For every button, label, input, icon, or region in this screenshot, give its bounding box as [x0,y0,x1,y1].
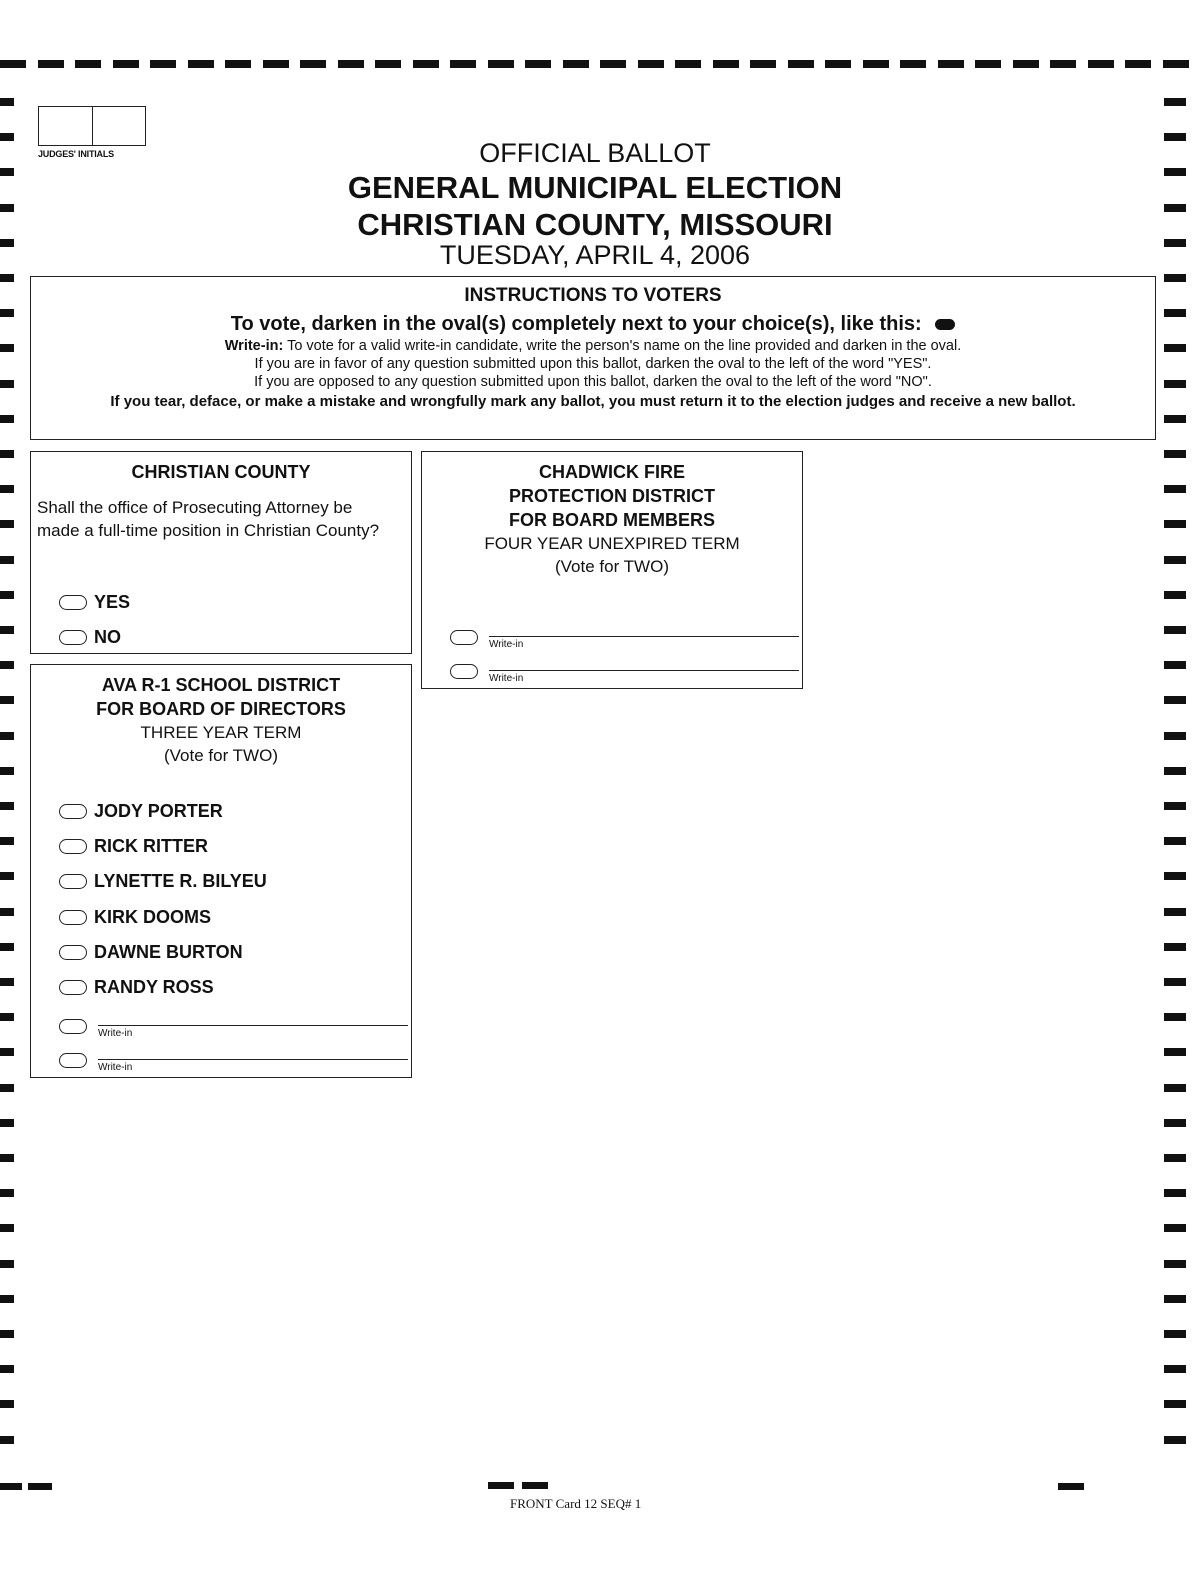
footer-timing-mark [1058,1483,1084,1490]
timing-mark [1088,60,1114,68]
timing-mark [1164,732,1186,740]
christian-county-title: CHRISTIAN COUNTY [131,462,311,482]
timing-mark [1163,60,1189,68]
instructions-box [30,276,1156,440]
timing-mark [0,696,14,704]
timing-mark [0,380,14,388]
instructions-title: INSTRUCTIONS TO VOTERS [464,285,722,306]
candidate-name: RANDY ROSS [94,977,214,997]
prosecuting-attorney-question [31,496,411,542]
timing-mark [0,908,14,916]
card-sequence-label: FRONT Card 12 SEQ# 1 [510,1496,642,1511]
timing-mark [300,60,326,68]
choice-label: YES [94,592,131,612]
timing-mark [1164,520,1186,528]
instructions-tear: If you tear, deface, or make a mistake and wrongfully mark any ballot, you must return it to the election judges and receive a new ballot. [110,393,1076,410]
timing-mark [1164,1365,1186,1373]
timing-mark [0,556,14,564]
candidate-lynette-bilyeu[interactable] [59,871,267,892]
timing-mark [113,60,139,68]
timing-mark [1164,767,1186,775]
writein-slot-1[interactable] [450,630,799,650]
timing-mark [1013,60,1039,68]
ava-title-1: AVA R-1 SCHOOL DISTRICT [101,675,341,695]
timing-mark [0,344,14,352]
chadwick-title-3: FOR BOARD MEMBERS [509,510,715,530]
timing-mark [1164,1189,1186,1197]
timing-mark [0,1119,14,1127]
instructions-main [31,313,1155,336]
timing-mark [1164,978,1186,986]
candidate-rick-ritter[interactable] [59,836,208,857]
timing-mark [0,1084,14,1092]
timing-mark [1164,133,1186,141]
timing-mark [0,626,14,634]
footer-timing-mark [522,1482,548,1489]
writein-line[interactable] [489,670,799,689]
timing-mark [0,485,14,493]
chadwick-title-2: PROTECTION DISTRICT [509,486,715,506]
timing-mark [0,1365,14,1373]
timing-mark [0,591,14,599]
timing-mark [1164,1224,1186,1232]
judges-initials [38,106,146,159]
oval-icon[interactable] [59,595,87,610]
timing-mark [1164,626,1186,634]
timing-mark [1164,1048,1186,1056]
timing-mark [450,60,476,68]
timing-mark [0,1154,14,1162]
timing-mark [1164,1260,1186,1268]
timing-mark [0,450,14,458]
chadwick-fire-contest [421,451,803,689]
oval-icon[interactable] [59,630,87,645]
timing-mark [0,837,14,845]
timing-mark [0,309,14,317]
writein-label: Write-in [98,1062,133,1073]
timing-mark [1164,168,1186,176]
timing-mark [0,872,14,880]
timing-mark [1164,908,1186,916]
writein-slot-2[interactable] [59,1053,408,1073]
timing-mark [75,60,101,68]
timing-mark [600,60,626,68]
timing-mark [1164,1013,1186,1021]
timing-mark [1164,1084,1186,1092]
timing-mark [0,98,14,106]
timing-mark [0,732,14,740]
election-name: GENERAL MUNICIPAL ELECTION [347,170,843,205]
timing-mark [225,60,251,68]
oval-icon[interactable] [59,874,87,889]
writein-line[interactable] [98,1025,408,1044]
timing-mark [0,943,14,951]
judges-initials-boxes [38,106,146,146]
timing-mark [0,60,26,68]
timing-mark [563,60,589,68]
chadwick-vote-for: (Vote for TWO) [555,557,669,576]
timing-mark [338,60,364,68]
timing-mark [38,60,64,68]
writein-label: Write-in: [224,338,284,354]
top-timing-marks [0,60,1200,69]
writein-line[interactable] [489,636,799,655]
oval-icon[interactable] [59,1019,87,1034]
timing-mark [0,274,14,282]
oval-icon[interactable] [450,630,478,645]
timing-mark [863,60,889,68]
timing-mark [150,60,176,68]
choice-yes[interactable] [59,592,130,613]
instructions-writein [31,338,1155,354]
timing-mark [900,60,926,68]
timing-mark [1164,380,1186,388]
timing-mark [1164,837,1186,845]
footer-timing-mark [0,1483,22,1490]
timing-mark [1164,1154,1186,1162]
oval-icon[interactable] [59,945,87,960]
timing-mark [0,1189,14,1197]
candidate-name: LYNETTE R. BILYEU [94,871,267,891]
instructions-no: If you are opposed to any question submitted upon this ballot, darken the oval to the left of the word "NO". [254,374,932,390]
timing-mark [1164,661,1186,669]
timing-mark [0,802,14,810]
timing-mark [713,60,739,68]
candidate-jody-porter[interactable] [59,801,223,822]
timing-mark [1050,60,1076,68]
timing-mark [0,239,14,247]
timing-mark [1164,344,1186,352]
timing-mark [1164,1295,1186,1303]
candidate-name: JODY PORTER [94,801,223,821]
timing-mark [788,60,814,68]
timing-mark [1164,872,1186,880]
timing-mark [1125,60,1151,68]
timing-mark [1164,802,1186,810]
timing-mark [938,60,964,68]
timing-mark [1164,591,1186,599]
footer-timing-mark [488,1482,514,1489]
writein-label: Write-in [98,1028,133,1039]
footer-timing-mark [28,1483,52,1490]
timing-mark [0,1260,14,1268]
timing-mark [825,60,851,68]
christian-county-contest [30,451,412,654]
oval-icon[interactable] [59,1053,87,1068]
timing-mark [750,60,776,68]
question-line-2: made a full-time position in Christian County? [37,521,380,540]
ava-vote-for: (Vote for TWO) [164,746,278,765]
ava-term: THREE YEAR TERM [140,723,302,742]
timing-mark [0,661,14,669]
question-line-1: Shall the office of Prosecuting Attorney be [37,498,353,517]
timing-mark [1164,1436,1186,1444]
timing-mark [263,60,289,68]
filled-oval-example-icon [935,319,955,330]
candidate-name: RICK RITTER [94,836,208,856]
timing-mark [1164,450,1186,458]
timing-mark [1164,1400,1186,1408]
election-date: TUESDAY, APRIL 4, 2006 [439,240,751,270]
timing-mark [1164,485,1186,493]
timing-mark [0,1436,14,1444]
ballot-title: OFFICIAL BALLOT [479,138,711,168]
timing-mark [0,1013,14,1021]
chadwick-title-1: CHADWICK FIRE [539,462,685,482]
oval-icon[interactable] [59,910,87,925]
timing-mark [0,767,14,775]
timing-mark [675,60,701,68]
candidate-kirk-dooms[interactable] [59,907,211,928]
candidate-dawne-burton[interactable] [59,942,243,963]
writein-slot-1[interactable] [59,1019,408,1039]
timing-mark [0,1400,14,1408]
candidate-name: KIRK DOOMS [94,907,211,927]
county-name: CHRISTIAN COUNTY, MISSOURI [357,207,833,242]
timing-mark [1164,309,1186,317]
choice-no[interactable] [59,627,121,648]
writein-text: To vote for a valid write-in candidate, write the person's name on the line provided and darken in the oval. [287,338,962,354]
oval-icon[interactable] [59,804,87,819]
timing-mark [188,60,214,68]
ava-school-contest [30,664,412,1078]
timing-mark [1164,556,1186,564]
candidate-randy-ross[interactable] [59,977,214,998]
choice-label: NO [94,627,121,647]
timing-mark [0,1330,14,1338]
writein-line[interactable] [98,1059,408,1078]
timing-mark [1164,1330,1186,1338]
timing-mark [0,1048,14,1056]
instructions-yes: If you are in favor of any question submitted upon this ballot, darken the oval to the left of the word "YES". [254,356,932,372]
timing-mark [0,415,14,423]
timing-mark [0,978,14,986]
timing-mark [1164,415,1186,423]
timing-mark [525,60,551,68]
timing-mark [1164,204,1186,212]
candidate-name: DAWNE BURTON [94,942,243,962]
timing-mark [0,1295,14,1303]
timing-mark [0,204,14,212]
timing-mark [0,168,14,176]
oval-icon[interactable] [59,980,87,995]
timing-mark [1164,274,1186,282]
timing-mark [1164,696,1186,704]
judges-initials-label: JUDGES' INITIALS [38,149,114,159]
timing-mark [638,60,664,68]
timing-mark [1164,1119,1186,1127]
timing-mark [0,520,14,528]
timing-mark [375,60,401,68]
ava-title-2: FOR BOARD OF DIRECTORS [96,699,346,719]
timing-mark [1164,98,1186,106]
oval-icon[interactable] [450,664,478,679]
chadwick-term: FOUR YEAR UNEXPIRED TERM [484,534,740,553]
writein-label: Write-in [489,639,524,650]
timing-mark [1164,943,1186,951]
timing-mark [0,133,14,141]
writein-slot-2[interactable] [450,664,799,684]
timing-mark [1164,239,1186,247]
instructions-main-text: To vote, darken in the oval(s) completely next to your choice(s), like this: [230,313,922,335]
timing-mark [413,60,439,68]
writein-label: Write-in [489,673,524,684]
timing-mark [0,1224,14,1232]
timing-mark [488,60,514,68]
oval-icon[interactable] [59,839,87,854]
timing-mark [975,60,1001,68]
